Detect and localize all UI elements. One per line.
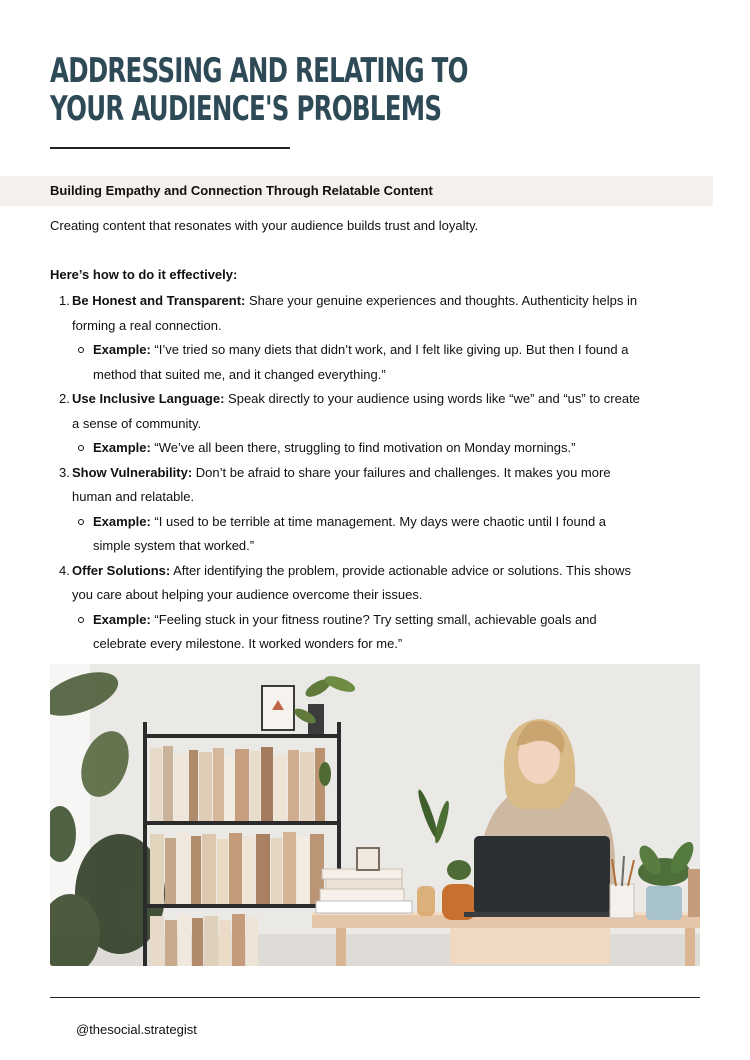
steps-list bbox=[50, 289, 640, 657]
step-body: Speak directly to your audience using words like “we” and “us” to create a sense of community. bbox=[72, 391, 640, 431]
example-text: “I’ve tried so many diets that didn’t work, and I felt like giving up. But then I found a method that suited me, and it changed everything.” bbox=[93, 342, 629, 382]
step-text bbox=[50, 559, 640, 608]
step-title: Be Honest and Transparent: bbox=[72, 293, 246, 308]
step-example bbox=[50, 338, 640, 387]
step-number: 2. bbox=[59, 391, 70, 406]
example-label: Example: bbox=[93, 342, 151, 357]
intro-text: Creating content that resonates with your audience builds trust and loyalty. bbox=[50, 218, 479, 233]
step-item-3 bbox=[50, 461, 640, 559]
step-example bbox=[50, 608, 640, 657]
example-text: “Feeling stuck in your fitness routine? Try setting small, achievable goals and celebrate every milestone. It worked wonders for me.” bbox=[93, 611, 597, 651]
step-title: Use Inclusive Language: bbox=[72, 391, 225, 406]
step-example bbox=[50, 436, 640, 461]
footer-rule bbox=[50, 997, 700, 998]
bullet-icon bbox=[78, 519, 84, 525]
step-title: Offer Solutions: bbox=[72, 562, 171, 578]
example-label: Example: bbox=[93, 513, 151, 529]
step-number: 3. bbox=[59, 464, 70, 480]
step-body: Share your genuine experiences and thoughts. Authenticity helps in forming a real connection. bbox=[72, 293, 638, 333]
bullet-icon bbox=[78, 347, 84, 353]
step-body: After identifying the problem, provide actionable advice or solutions. This shows you care about helping your audience overcome their issues. bbox=[72, 562, 632, 602]
step-item-4 bbox=[50, 559, 640, 657]
social-handle: @thesocial.strategist bbox=[76, 1022, 197, 1037]
step-text bbox=[50, 461, 640, 510]
bullet-icon bbox=[78, 445, 84, 451]
title-line-2: YOUR AUDIENCE'S PROBLEMS bbox=[50, 89, 442, 129]
example-label: Example: bbox=[93, 440, 151, 455]
laptop bbox=[464, 836, 620, 917]
step-text bbox=[50, 289, 640, 338]
title-line-1: ADDRESSING AND RELATING TO bbox=[50, 51, 468, 91]
step-number: 4. bbox=[59, 562, 70, 578]
step-text bbox=[50, 387, 640, 436]
title-underline bbox=[50, 147, 290, 149]
howto-heading: Here’s how to do it effectively: bbox=[50, 267, 238, 282]
step-title: Show Vulnerability: bbox=[72, 464, 193, 480]
workspace-photo bbox=[50, 664, 700, 966]
step-item-2 bbox=[50, 387, 640, 461]
example-text: “We’ve all been there, struggling to find motivation on Monday mornings.” bbox=[150, 440, 576, 455]
step-number: 1. bbox=[59, 293, 70, 308]
bullet-icon bbox=[78, 617, 84, 623]
step-body: Don’t be afraid to share your failures and challenges. It makes you more human and relatable. bbox=[72, 464, 611, 504]
page-title bbox=[50, 51, 468, 129]
step-example bbox=[50, 510, 640, 559]
example-text: “I used to be terrible at time management. My days were chaotic until I found a simple system that worked.” bbox=[93, 513, 607, 553]
subheading: Building Empathy and Connection Through Relatable Content bbox=[50, 183, 433, 198]
step-item-1 bbox=[50, 289, 640, 387]
example-label: Example: bbox=[93, 611, 151, 627]
